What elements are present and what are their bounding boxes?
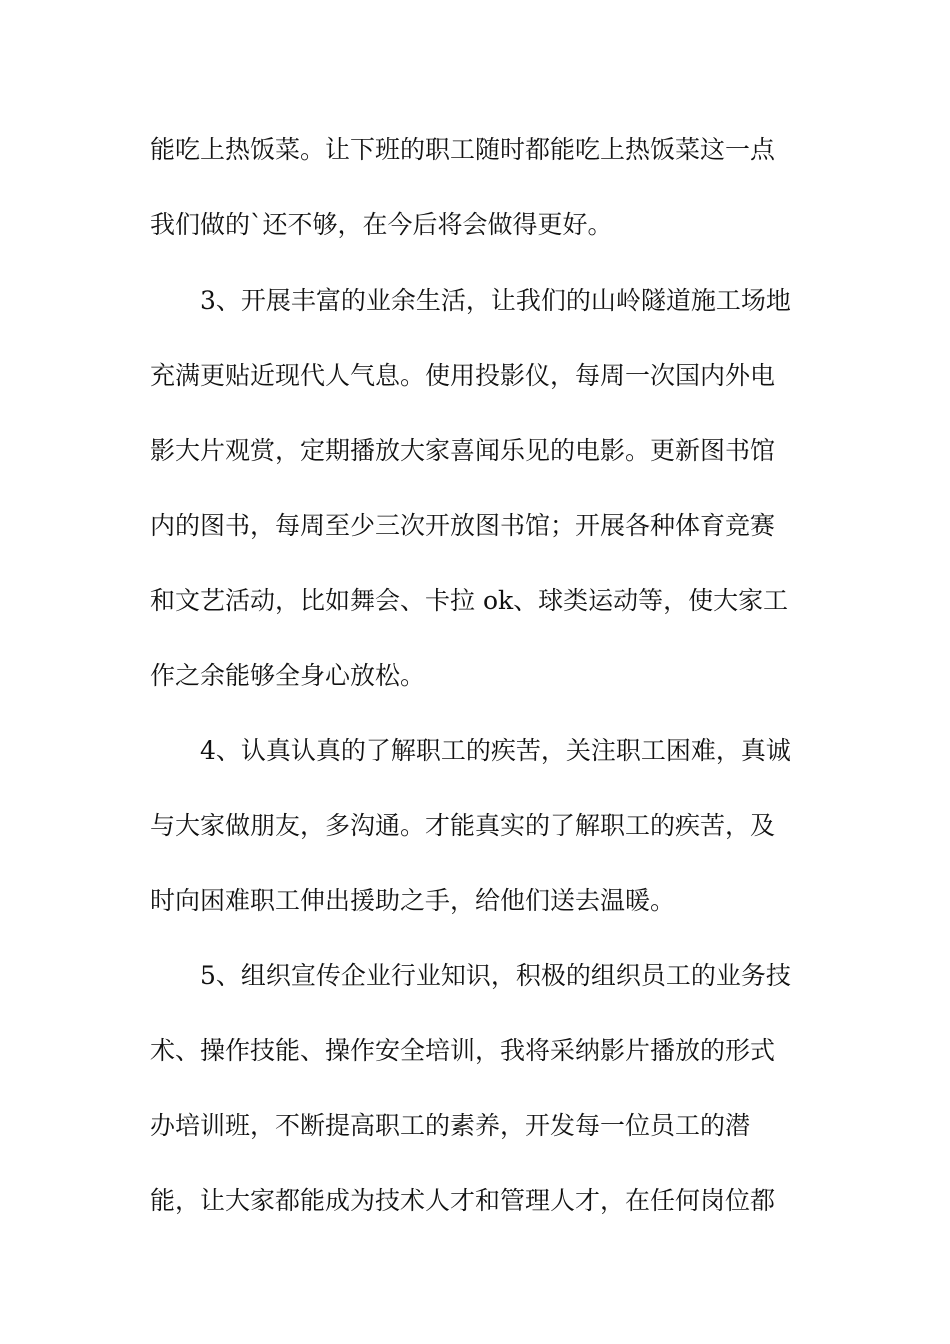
text-line: 能吃上热饭菜。让下班的职工随时都能吃上热饭菜这一点 xyxy=(150,135,776,164)
paragraph-start-line: 3、开展丰富的业余生活，让我们的山岭隧道施工场地 xyxy=(200,286,791,315)
text-line: 我们做的`还不够，在今后将会做得更好。 xyxy=(150,210,613,239)
text-line: 内的图书，每周至少三次开放图书馆；开展各种体育竞赛 xyxy=(150,511,776,540)
text-line: 能，让大家都能成为技术人才和管理人才，在任何岗位都 xyxy=(150,1186,776,1215)
text-line: 充满更贴近现代人气息。使用投影仪，每周一次国内外电 xyxy=(150,361,776,390)
text-line: 术、操作技能、操作安全培训，我将采纳影片播放的形式 xyxy=(150,1036,776,1065)
paragraph-start-line: 4、认真认真的了解职工的疾苦，关注职工困难，真诚 xyxy=(200,736,791,765)
paragraph-start-line: 5、组织宣传企业行业知识，积极的组织员工的业务技 xyxy=(200,961,791,990)
text-line: 与大家做朋友，多沟通。才能真实的了解职工的疾苦，及 xyxy=(150,811,776,840)
text-line: 影大片观赏，定期播放大家喜闻乐见的电影。更新图书馆 xyxy=(150,436,776,465)
text-line: 和文艺活动，比如舞会、卡拉 ok、球类运动等，使大家工 xyxy=(150,586,789,615)
text-line: 办培训班，不断提高职工的素养，开发每一位员工的潜 xyxy=(150,1111,751,1140)
text-line: 作之余能够全身心放松。 xyxy=(150,661,426,690)
text-line: 时向困难职工伸出援助之手，给他们送去温暖。 xyxy=(150,886,676,915)
